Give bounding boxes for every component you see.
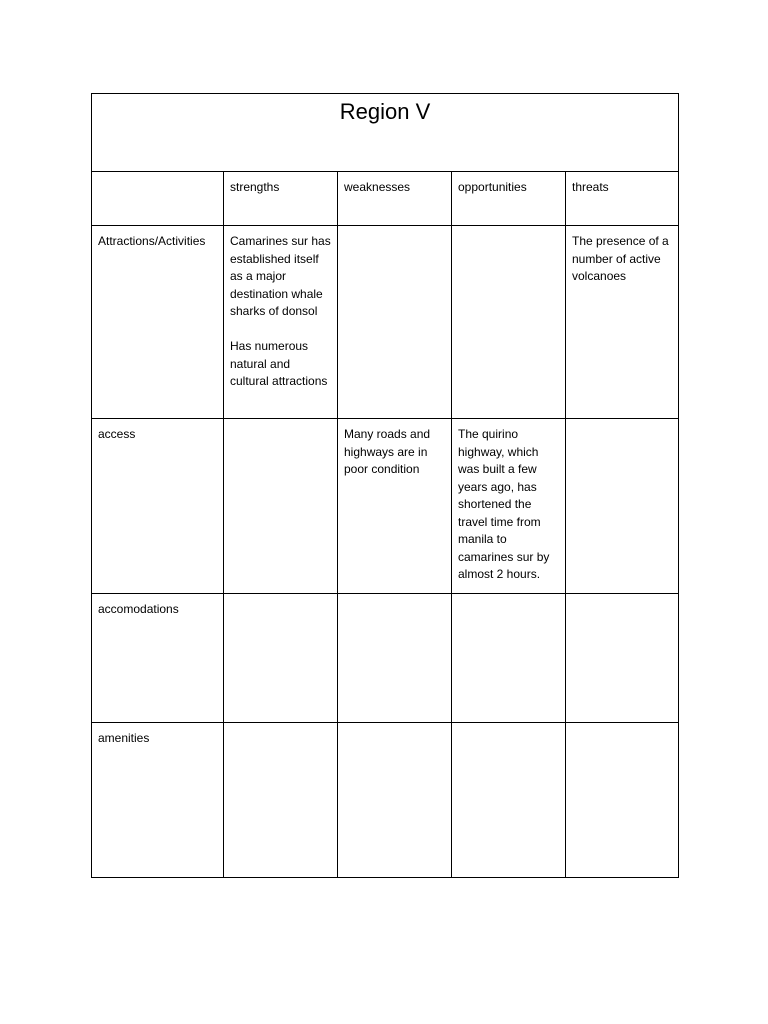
cell-weaknesses: Many roads and highways are in poor condition	[338, 419, 452, 594]
cell-weaknesses	[338, 594, 452, 723]
cell-opportunities	[452, 226, 566, 419]
cell-strengths	[224, 594, 338, 723]
header-row	[92, 172, 679, 226]
cell-opportunities	[452, 723, 566, 878]
header-cell-empty	[92, 172, 224, 226]
cell-weaknesses	[338, 723, 452, 878]
cell-threats	[566, 723, 679, 878]
cell-threats	[566, 419, 679, 594]
cell-strengths	[224, 723, 338, 878]
header-weaknesses: weaknesses	[338, 172, 452, 226]
header-threats: threats	[566, 172, 679, 226]
row-label: Attractions/Activities	[92, 226, 224, 419]
table-row-accomodations	[92, 594, 679, 723]
table-row-amenities	[92, 723, 679, 878]
cell-opportunities: The quirino highway, which was built a few years ago, has shortened the travel time from manila to camarines sur by almost 2 hours.	[452, 419, 566, 594]
title-cell	[92, 94, 679, 172]
cell-threats	[566, 594, 679, 723]
cell-threats: The presence of a number of active volcanoes	[566, 226, 679, 419]
row-label: amenities	[92, 723, 224, 878]
row-label: access	[92, 419, 224, 594]
table-row-access	[92, 419, 679, 594]
header-strengths: strengths	[224, 172, 338, 226]
swot-table	[91, 93, 679, 878]
cell-opportunities	[452, 594, 566, 723]
cell-strengths: Camarines sur has established itself as a major destination whale sharks of donsol Has numerous natural and cultural attractions	[224, 226, 338, 419]
title-row	[92, 94, 679, 172]
page-title: Region V	[339, 99, 431, 124]
table-row-attractions	[92, 226, 679, 419]
row-label: accomodations	[92, 594, 224, 723]
cell-weaknesses	[338, 226, 452, 419]
header-opportunities: opportunities	[452, 172, 566, 226]
cell-strengths	[224, 419, 338, 594]
